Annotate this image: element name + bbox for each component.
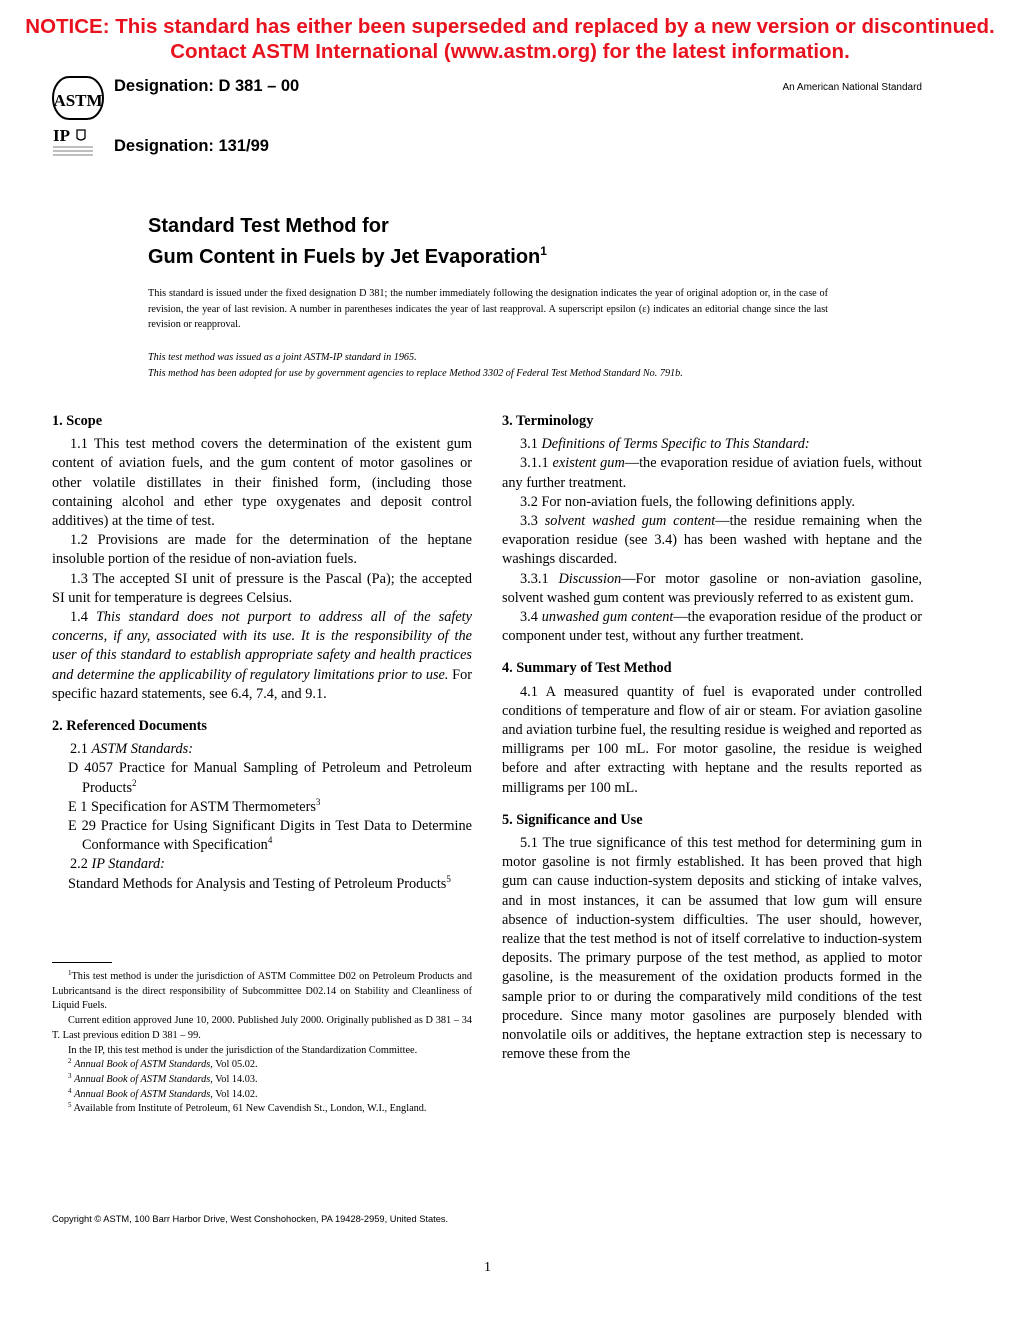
para-3-1-1-def: —the evaporation residue of aviation fuels, without any further treatment. (502, 455, 922, 491)
para-2-1 (52, 740, 472, 759)
reference-d4057-text: D 4057 Practice for Manual Sampling of Petroleum and Petroleum Products (68, 760, 472, 796)
footnote-1 (52, 970, 472, 1014)
para-1-4-italic: This standard does not purport to address all of the safety concerns, if any, associated with its use. It is the responsibility of the user of this standard to establish appropriate safety and health practices and determine the applicability of regulatory limitations prior to use. (52, 609, 472, 683)
para-1-3: 1.3 The accepted SI unit of pressure is the Pascal (Pa); the accepted SI unit for temperature is degrees Celsius. (52, 570, 472, 606)
para-3-1 (502, 435, 922, 454)
para-3-3-1-num: 3.3.1 (520, 570, 559, 587)
para-3-3-term: solvent washed gum content (544, 513, 716, 530)
astm-logo-text: ASTM (53, 91, 103, 110)
footnote-5 (52, 1102, 472, 1117)
footnote-2-sup: 2 (68, 1057, 72, 1066)
footnote-1-edition: Current edition approved June 10, 2000. Published July 2000. Originally published as D 381 – 34 T. Last previous edition D 381 – 99. (52, 1015, 472, 1041)
para-1-4-num: 1.4 (70, 609, 96, 626)
notice-banner (0, 14, 1020, 64)
reference-e29 (52, 817, 472, 855)
designation-ip: Designation: 131/99 (114, 137, 269, 155)
notice-line-2: Contact ASTM International (www.astm.org) for the latest information. (170, 40, 850, 63)
reference-e1-sup: 3 (315, 796, 321, 807)
footnote-divider (52, 962, 112, 963)
section-3-heading: 3. Terminology (502, 413, 594, 429)
section-2-heading: 2. Referenced Documents (52, 718, 207, 735)
reference-ip-methods-sup: 5 (446, 873, 451, 884)
footnotes (52, 962, 472, 1117)
footnote-2-rest: , Vol 05.02. (210, 1059, 258, 1071)
footnote-5-text: Available from Institute of Petroleum, 61 New Cavendish St., London, W.I., England. (73, 1103, 427, 1115)
footnote-2 (52, 1058, 472, 1073)
para-3-3-num: 3.3 (520, 513, 545, 530)
para-3-4-term: unwashed gum content (541, 609, 674, 626)
para-1-4 (52, 608, 472, 704)
para-2-1-label: ASTM Standards: (91, 741, 193, 758)
footnote-1-sup: 1 (68, 969, 72, 977)
para-3-1-label: Definitions of Terms Specific to This Standard: (541, 436, 810, 453)
para-3-3-1 (502, 570, 922, 608)
para-1-2: 1.2 Provisions are made for the determination of the heptane insoluble portion of the residue of non-aviation fuels. (52, 532, 472, 568)
para-3-1-1 (502, 454, 922, 492)
reference-d4057 (52, 759, 472, 797)
para-2-2-num: 2.2 (70, 856, 92, 873)
footnote-4-italic: Annual Book of ASTM Standards (74, 1088, 211, 1100)
footnote-1-text: This test method is under the jurisdiction of ASTM Committee D02 on Petroleum Products and Lubricantsand is the direct responsibility of Subcommittee D02.14 on Stability and Cleanliness of Liquid Fuels. (52, 971, 472, 1012)
footnote-3 (52, 1073, 472, 1088)
para-3-3-1-def: —For motor gasoline or non-aviation gasoline, solvent washed gum content was previously referred to as existent gum. (502, 570, 922, 606)
reference-ip-methods-text: Standard Methods for Analysis and Testing of Petroleum Products (68, 875, 447, 892)
footnote-5-sup: 5 (68, 1101, 72, 1110)
adoption-note-line-2: This method has been adopted for use by government agencies to replace Method 3302 of Federal Test Method Standard No. 791b. (148, 367, 683, 379)
para-1-4-rest: For specific hazard statements, see 6.4, 7.4, and 9.1. (52, 666, 472, 702)
ip-logo-text: IP (53, 126, 70, 145)
footnote-3-rest: , Vol 14.03. (210, 1073, 258, 1085)
footnote-2-italic: Annual Book of ASTM Standards (74, 1059, 211, 1071)
reference-e1-text: E 1 Specification for ASTM Thermometers (68, 798, 316, 815)
title-footnote-ref: 1 (540, 244, 547, 258)
para-1-1: 1.1 This test method covers the determination of the existent gum content of aviation fuels, and the gum content of motor gasolines or other volatile distillates in their finished form, (including those containing alcohol and ether type oxygenates and deposit control additives) at the time of test. (52, 436, 472, 530)
left-column (52, 412, 472, 894)
reference-ip-methods (52, 875, 472, 894)
section-4-heading: 4. Summary of Test Method (502, 660, 672, 677)
para-4-1: 4.1 A measured quantity of fuel is evaporated under controlled conditions of temperature and flow of air or steam. For aviation gasoline and aviation turbine fuel, the resulting residue is weighed and reported as milligrams per 100 mL. For motor gasoline, the residue is weighed before and after extracting with heptane and the results reported as milligrams per 100 mL. (502, 683, 922, 796)
footnote-3-italic: Annual Book of ASTM Standards (74, 1073, 211, 1085)
para-3-4 (502, 608, 922, 646)
para-3-1-1-term: existent gum (552, 455, 625, 472)
intro-paragraph: This standard is issued under the fixed designation D 381; the number immediately following the designation indicates the year of original adoption or, in the case of revision, the year of last revision. A number in parentheses indicates the year of last reapproval. A superscript epsilon (ε) indicates an editorial change since the last revision or reapproval. (148, 288, 828, 330)
ip-logo-icon (53, 126, 97, 160)
adoption-note (148, 350, 828, 381)
footnote-4-rest: , Vol 14.02. (210, 1088, 258, 1100)
para-5-1: 5.1 The true significance of this test method for determining gum in motor gasoline is not firmly established. It has been proved that high gum can cause induction-system deposits and sticking of intake valves, and in most instances, it can be assumed that low gum will ensure absence of induction-system difficulties. The user should, however, realize that the test method is not of itself correlative to induction-system deposits. The primary purpose of the test method, as applied to motor gasoline, is the measurement of the oxidation products formed in the sample prior to or during the comparatively mild conditions of the test procedure. Since many motor gasolines are purposely blended with nonvolatile oils or additives, the heptane extraction step is necessary to remove these from the (502, 835, 922, 1063)
notice-line-1: NOTICE: This standard has either been superseded and replaced by a new version or discontinued. (25, 15, 995, 38)
para-3-3-1-term: Discussion (558, 570, 622, 587)
reference-d4057-sup: 2 (132, 777, 137, 788)
document-title (148, 214, 547, 270)
astm-logo-icon (52, 76, 104, 120)
reference-e29-text: E 29 Practice for Using Significant Digits in Test Data to Determine Conformance with Specification (68, 818, 472, 854)
para-3-1-num: 3.1 (520, 436, 542, 453)
para-2-1-num: 2.1 (70, 741, 92, 758)
designation-astm: Designation: D 381 – 00 (114, 77, 300, 95)
copyright-notice: Copyright © ASTM, 100 Barr Harbor Drive, West Conshohocken, PA 19428-2959, United States. (52, 1214, 449, 1224)
adoption-note-line-1: This test method was issued as a joint ASTM-IP standard in 1965. (148, 352, 417, 363)
para-3-4-num: 3.4 (520, 609, 542, 626)
section-1-heading: 1. Scope (52, 413, 103, 429)
reference-e1 (52, 798, 472, 817)
para-3-4-def: —the evaporation residue of the product or component under test, without any further treatment. (502, 609, 922, 645)
para-2-2-label: IP Standard: (91, 856, 165, 873)
footnote-4-sup: 4 (68, 1086, 72, 1095)
para-3-3-def: —the residue remaining when the evaporation residue (see 3.4) has been washed with heptane and the washings discarded. (502, 513, 922, 568)
para-3-3 (502, 512, 922, 570)
footnote-3-sup: 3 (68, 1071, 72, 1080)
right-column (502, 412, 922, 1065)
title-line-2: Gum Content in Fuels by Jet Evaporation (148, 246, 541, 268)
para-3-1-1-num: 3.1.1 (520, 455, 553, 472)
title-line-1: Standard Test Method for (148, 215, 389, 237)
section-5-heading: 5. Significance and Use (502, 811, 643, 828)
footnote-1-ip: In the IP, this test method is under the jurisdiction of the Standardization Committee. (68, 1044, 418, 1056)
para-2-2 (52, 855, 472, 874)
reference-e29-sup: 4 (267, 835, 273, 846)
page-number: 1 (484, 1260, 491, 1275)
para-3-2: 3.2 For non-aviation fuels, the following definitions apply. (520, 493, 855, 510)
american-national-standard-label: An American National Standard (782, 82, 922, 93)
footnote-4 (52, 1088, 472, 1103)
